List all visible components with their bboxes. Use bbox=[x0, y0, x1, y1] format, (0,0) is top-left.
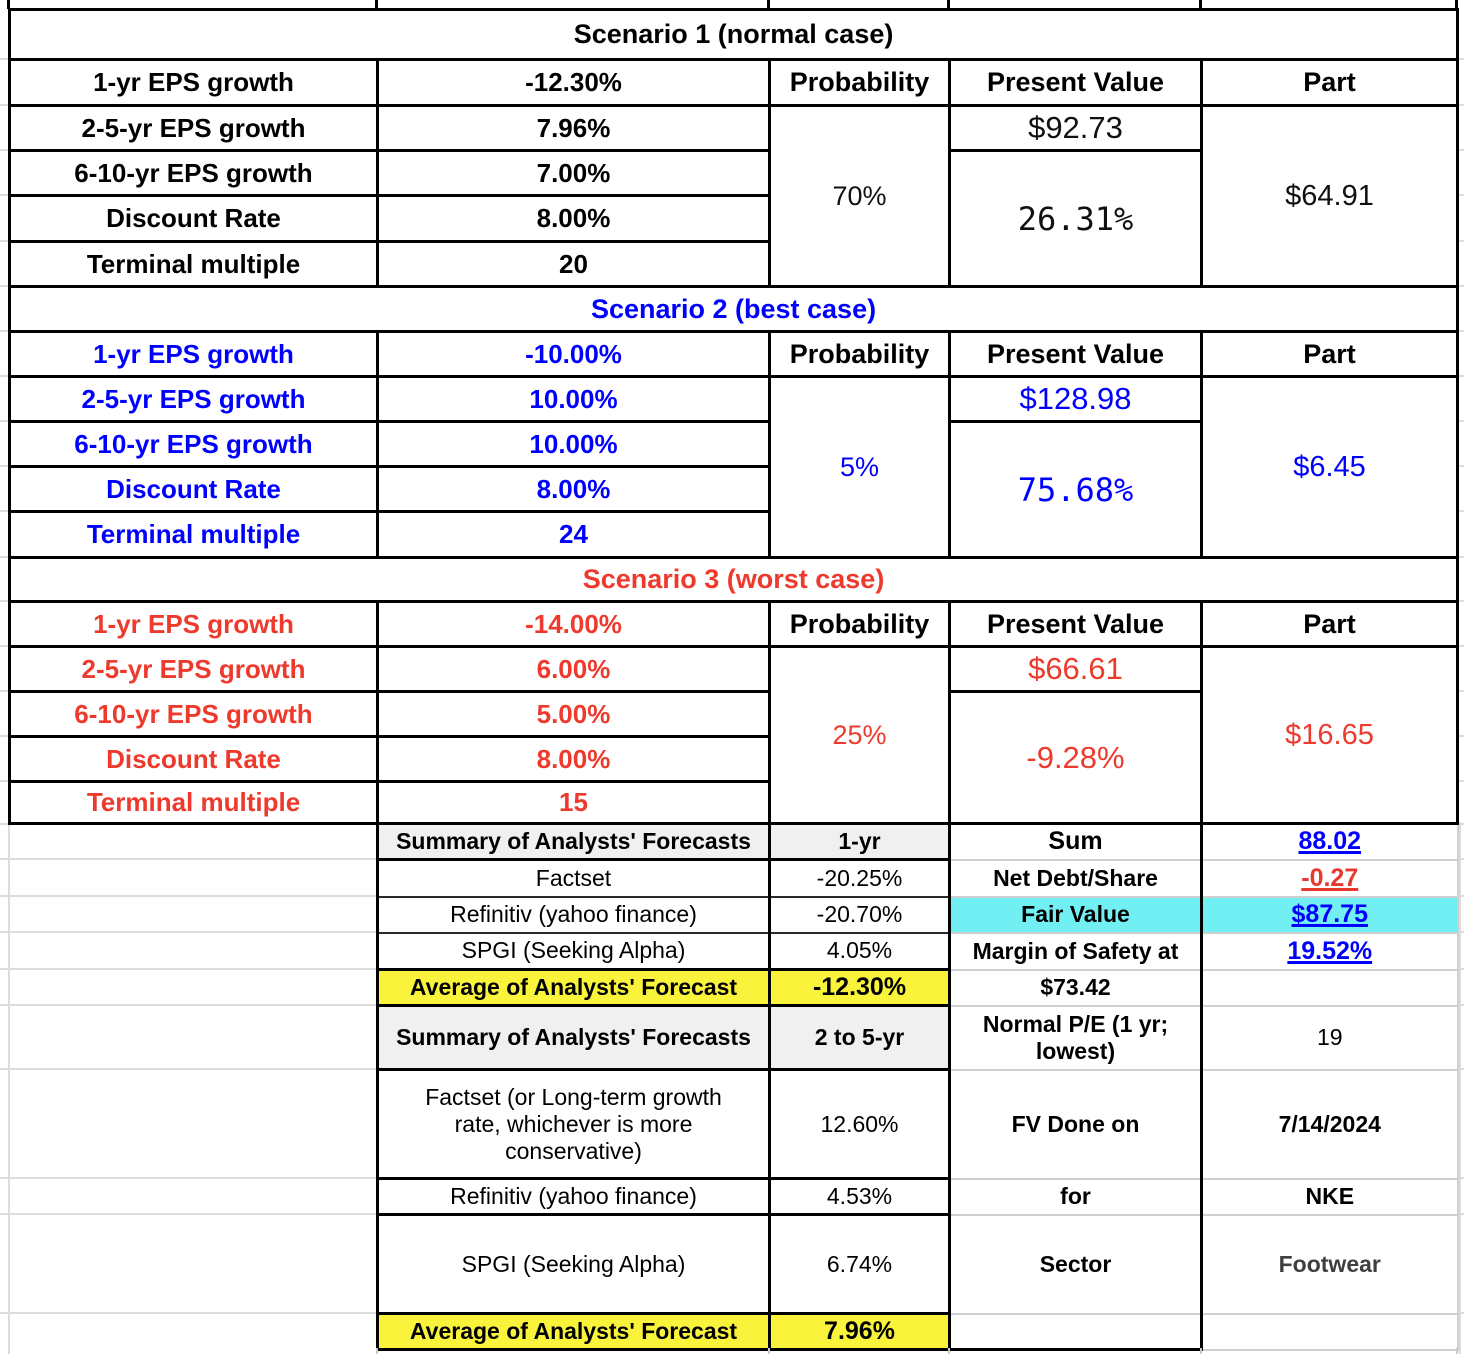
block2-value-refinitiv[interactable]: 4.53% bbox=[770, 1179, 950, 1215]
s3-label-terminal-multiple[interactable]: Terminal multiple bbox=[10, 782, 378, 824]
s2-value-6-10yr-eps[interactable]: 10.00% bbox=[378, 422, 770, 467]
s1-value-6-10yr-eps[interactable]: 7.00% bbox=[378, 151, 770, 196]
s2-value-discount-rate[interactable]: 8.00% bbox=[378, 467, 770, 512]
sum-value-cell[interactable] bbox=[1202, 824, 1458, 860]
s1-label-2-5yr-eps[interactable]: 2-5-yr EPS growth bbox=[10, 106, 378, 151]
s3-value-6-10yr-eps[interactable]: 5.00% bbox=[378, 692, 770, 737]
s3-part-value[interactable]: $16.65 bbox=[1202, 647, 1458, 824]
s2-probability-value[interactable]: 5% bbox=[770, 377, 950, 558]
s3-value-terminal-multiple[interactable]: 15 bbox=[378, 782, 770, 824]
cell-border-stub bbox=[7, 0, 10, 9]
fv-done-on-date-cell[interactable]: 7/14/2024 bbox=[1202, 1070, 1458, 1179]
normal-pe-label-cell[interactable]: Normal P/E (1 yr; lowest) bbox=[950, 1006, 1202, 1070]
s2-label-discount-rate[interactable]: Discount Rate bbox=[10, 467, 378, 512]
s2-present-value-percent[interactable]: 75.68% bbox=[950, 422, 1202, 558]
empty-cell[interactable] bbox=[950, 1314, 1202, 1350]
net-debt-value-cell[interactable] bbox=[1202, 860, 1458, 897]
scenario-1-table bbox=[8, 8, 1459, 288]
s3-label-2-5yr-eps[interactable]: 2-5-yr EPS growth bbox=[10, 647, 378, 692]
s2-label-1yr-eps[interactable]: 1-yr EPS growth bbox=[10, 332, 378, 377]
s1-part-value[interactable]: $64.91 bbox=[1202, 106, 1458, 287]
gridline bbox=[1459, 822, 1461, 1354]
net-debt-label-cell[interactable]: Net Debt/Share bbox=[950, 860, 1202, 897]
sum-value: 88.02 bbox=[1298, 827, 1362, 856]
fair-value-label-cell[interactable]: Fair Value bbox=[950, 897, 1202, 933]
block1-average-label-cell[interactable]: Average of Analysts' Forecast bbox=[378, 970, 770, 1006]
scenario-3-table bbox=[8, 556, 1459, 825]
s1-label-terminal-multiple[interactable]: Terminal multiple bbox=[10, 242, 378, 287]
s1-part-header[interactable]: Part bbox=[1202, 60, 1458, 106]
s1-label-6-10yr-eps[interactable]: 6-10-yr EPS growth bbox=[10, 151, 378, 196]
s1-present-value-price[interactable]: $92.73 bbox=[950, 106, 1202, 151]
empty-cell[interactable] bbox=[1202, 1314, 1458, 1350]
margin-of-safety-label-cell[interactable]: Margin of Safety at bbox=[950, 933, 1202, 970]
s3-present-value-header[interactable]: Present Value bbox=[950, 602, 1202, 647]
block2-value-factset[interactable]: 12.60% bbox=[770, 1070, 950, 1179]
cell-border-stub bbox=[1456, 1348, 1458, 1354]
block2-source-refinitiv[interactable]: Refinitiv (yahoo finance) bbox=[378, 1179, 770, 1215]
s1-label-1yr-eps[interactable]: 1-yr EPS growth bbox=[10, 60, 378, 106]
s2-present-value-price[interactable]: $128.98 bbox=[950, 377, 1202, 422]
s3-part-header[interactable]: Part bbox=[1202, 602, 1458, 647]
block2-value-spgi[interactable]: 6.74% bbox=[770, 1215, 950, 1314]
scenario-3-title-cell[interactable]: Scenario 3 (worst case) bbox=[10, 558, 1458, 602]
fair-value: $87.75 bbox=[1291, 900, 1368, 928]
block2-header-cell[interactable]: Summary of Analysts' Forecasts bbox=[378, 1006, 770, 1070]
s1-present-value-header[interactable]: Present Value bbox=[950, 60, 1202, 106]
s1-probability-header[interactable]: Probability bbox=[770, 60, 950, 106]
s3-probability-value[interactable]: 25% bbox=[770, 647, 950, 824]
s3-value-1yr-eps[interactable]: -14.00% bbox=[378, 602, 770, 647]
block2-source-spgi[interactable]: SPGI (Seeking Alpha) bbox=[378, 1215, 770, 1314]
s1-label-discount-rate[interactable]: Discount Rate bbox=[10, 196, 378, 242]
fv-done-on-label-cell[interactable]: FV Done on bbox=[950, 1070, 1202, 1179]
sector-value-cell[interactable]: Footwear bbox=[1202, 1215, 1458, 1314]
s3-probability-header[interactable]: Probability bbox=[770, 602, 950, 647]
s2-probability-header[interactable]: Probability bbox=[770, 332, 950, 377]
s3-label-6-10yr-eps[interactable]: 6-10-yr EPS growth bbox=[10, 692, 378, 737]
block1-value-factset[interactable]: -20.25% bbox=[770, 860, 950, 897]
empty-cell[interactable] bbox=[1202, 970, 1458, 1006]
s2-value-terminal-multiple[interactable]: 24 bbox=[378, 512, 770, 558]
block1-source-factset[interactable]: Factset bbox=[378, 860, 770, 897]
cell-border-stub bbox=[1200, 1348, 1202, 1354]
s2-label-terminal-multiple[interactable]: Terminal multiple bbox=[10, 512, 378, 558]
block2-average-label-cell[interactable]: Average of Analysts' Forecast bbox=[378, 1314, 770, 1350]
cell-border-stub bbox=[947, 0, 950, 9]
cell-border-stub bbox=[375, 0, 378, 9]
s3-present-value-percent[interactable]: -9.28% bbox=[950, 692, 1202, 824]
gridline bbox=[8, 822, 10, 1354]
s1-value-2-5yr-eps[interactable]: 7.96% bbox=[378, 106, 770, 151]
block2-average-value-cell[interactable]: 7.96% bbox=[770, 1314, 950, 1350]
s1-value-terminal-multiple[interactable]: 20 bbox=[378, 242, 770, 287]
s2-part-header[interactable]: Part bbox=[1202, 332, 1458, 377]
s1-present-value-percent[interactable]: 26.31% bbox=[950, 151, 1202, 287]
ticker-cell[interactable]: NKE bbox=[1202, 1179, 1458, 1215]
cell-border-stub bbox=[1199, 0, 1202, 9]
scenario-1-title-cell[interactable]: Scenario 1 (normal case) bbox=[10, 10, 1458, 60]
s1-value-discount-rate[interactable]: 8.00% bbox=[378, 196, 770, 242]
s3-label-1yr-eps[interactable]: 1-yr EPS growth bbox=[10, 602, 378, 647]
block1-value-refinitiv[interactable]: -20.70% bbox=[770, 897, 950, 933]
current-price-cell[interactable]: $73.42 bbox=[950, 970, 1202, 1006]
analyst-summary-table bbox=[376, 822, 1459, 1351]
s3-present-value-price[interactable]: $66.61 bbox=[950, 647, 1202, 692]
cell-border-stub bbox=[1455, 0, 1458, 9]
cell-border-stub bbox=[948, 1348, 950, 1354]
margin-of-safety-cell[interactable] bbox=[1202, 933, 1458, 970]
scenario-2-table bbox=[8, 285, 1459, 559]
block1-value-spgi[interactable]: 4.05% bbox=[770, 933, 950, 970]
s2-value-2-5yr-eps[interactable]: 10.00% bbox=[378, 377, 770, 422]
fair-value-cell[interactable] bbox=[1202, 897, 1458, 933]
s3-value-2-5yr-eps[interactable]: 6.00% bbox=[378, 647, 770, 692]
block1-average-value-cell[interactable]: -12.30% bbox=[770, 970, 950, 1006]
sector-label-cell[interactable]: Sector bbox=[950, 1215, 1202, 1314]
cell-border-stub bbox=[768, 1348, 770, 1354]
s2-part-value[interactable]: $6.45 bbox=[1202, 377, 1458, 558]
s1-probability-value[interactable]: 70% bbox=[770, 106, 950, 287]
block2-period-cell[interactable]: 2 to 5-yr bbox=[770, 1006, 950, 1070]
s3-value-discount-rate[interactable]: 8.00% bbox=[378, 737, 770, 782]
s1-value-1yr-eps[interactable]: -12.30% bbox=[378, 60, 770, 106]
net-debt-value: -0.27 bbox=[1301, 863, 1359, 892]
for-label-cell[interactable]: for bbox=[950, 1179, 1202, 1215]
margin-of-safety-value: 19.52% bbox=[1287, 936, 1373, 965]
normal-pe-value-cell[interactable]: 19 bbox=[1202, 1006, 1458, 1070]
cell-border-stub bbox=[376, 1348, 378, 1354]
s2-present-value-header[interactable]: Present Value bbox=[950, 332, 1202, 377]
s3-label-discount-rate[interactable]: Discount Rate bbox=[10, 737, 378, 782]
block1-source-refinitiv[interactable]: Refinitiv (yahoo finance) bbox=[378, 897, 770, 933]
block2-source-factset[interactable]: Factset (or Long-term growth rate, whichever is more conservative) bbox=[378, 1070, 770, 1179]
s2-label-2-5yr-eps[interactable]: 2-5-yr EPS growth bbox=[10, 377, 378, 422]
s2-label-6-10yr-eps[interactable]: 6-10-yr EPS growth bbox=[10, 422, 378, 467]
block1-period-cell[interactable]: 1-yr bbox=[770, 824, 950, 860]
block1-header-cell[interactable]: Summary of Analysts' Forecasts bbox=[378, 824, 770, 860]
sum-label-cell[interactable]: Sum bbox=[950, 824, 1202, 860]
cell-border-stub bbox=[767, 0, 770, 9]
scenario-2-title-cell[interactable]: Scenario 2 (best case) bbox=[10, 287, 1458, 332]
block1-source-spgi[interactable]: SPGI (Seeking Alpha) bbox=[378, 933, 770, 970]
s2-value-1yr-eps[interactable]: -10.00% bbox=[378, 332, 770, 377]
